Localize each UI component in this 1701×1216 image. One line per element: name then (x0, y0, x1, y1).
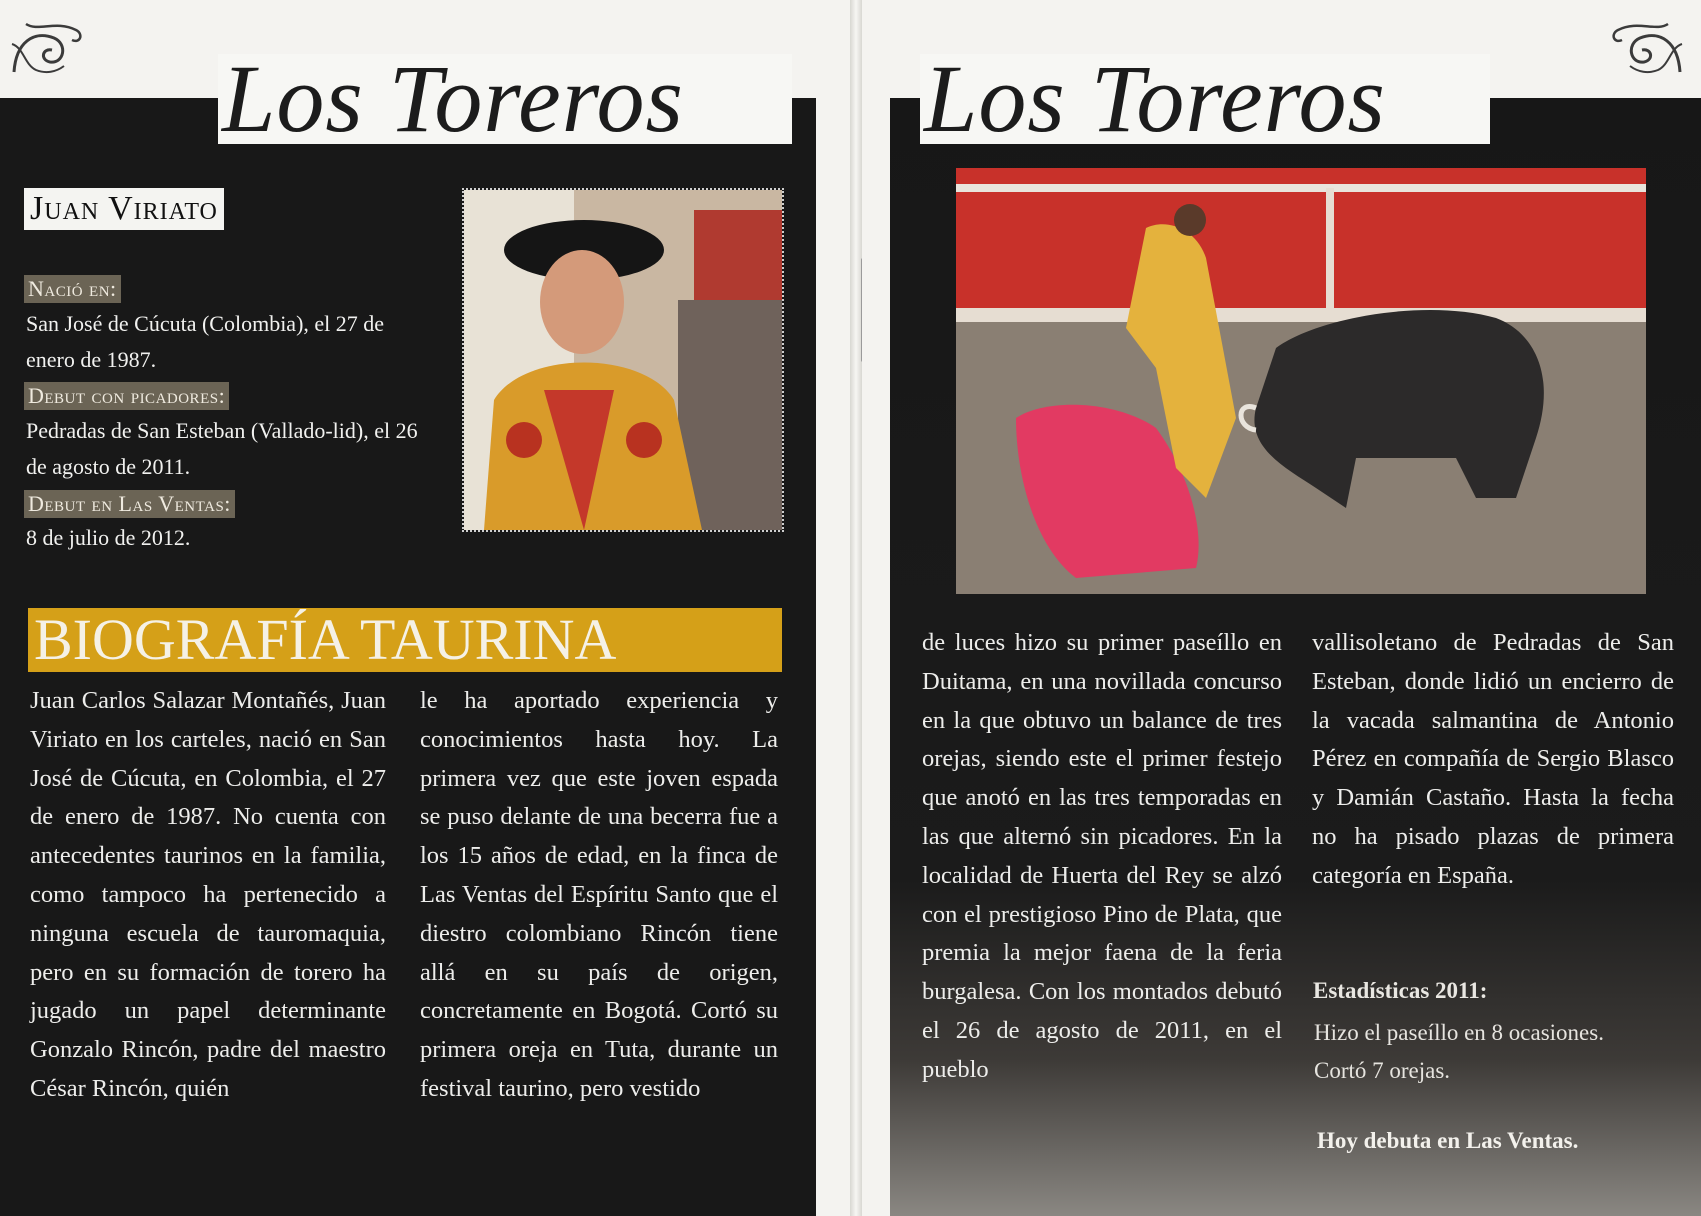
scroll-ornament-icon (1606, 14, 1688, 84)
page-title-right: Los Toreros (920, 54, 1490, 144)
debut-ventas-text: 8 de julio de 2012. (26, 525, 191, 550)
bio-column-4: vallisoletano de Pedradas de San Esteban, donde lidió un encierro de la vacada salmantina de Antonio Pérez en compañía de Sergio Blasco y Damián Castaño. Hasta la fecha no ha pisado plazas de primera categoría en España. (1312, 629, 1674, 889)
torero-name: Juan Viriato (24, 188, 224, 230)
page-title-left: Los Toreros (218, 54, 792, 144)
stats-line-orejas: Cortó 7 orejas. (1314, 1058, 1451, 1083)
bullfight-photo (956, 168, 1646, 594)
binding-gutter (850, 0, 862, 1216)
debut-ventas-label: Debut en Las Ventas: (24, 490, 235, 518)
stats-title: Estadísticas 2011: (1313, 978, 1488, 1003)
stats-line-paseillo: Hizo el paseíllo en 8 ocasiones. (1314, 1020, 1604, 1045)
born-text: San José de Cúcuta (Colombia), el 27 de enero de 1987. (26, 311, 385, 372)
bio-column-3: de luces hizo su primer paseíllo en Duitama, en una novillada concurso en la que obtuvo un balance de tres orejas, siendo este el primer festejo que anotó en las tres temporadas en las que alternó sin picadores. En la localidad de Huerta del Rey se alzó con el prestigioso Pino de Plata, que premia la mejor faena de la feria burgalesa. Con los montados debutó el 26 de agosto de 2011, en el pueblo (922, 629, 1282, 1083)
left-page (0, 0, 850, 1216)
section-title-biografia: BIOGRAFÍA TAURINA (28, 608, 782, 672)
bio-column-2: le ha aportado experiencia y conocimientos hasta hoy. La primera vez que este joven espada se puso delante de una becerra fue a los 15 años de edad, en la finca de Las Ventas del Espíritu Santo que el diestro colombiano Rincón tiene allá en su país de origen, concretamente en Bogotá. Cortó su primera oreja en Tuta, durante un festival taurino, pero vestido (420, 687, 778, 1102)
born-label: Nació en: (24, 275, 121, 303)
scroll-ornament-icon (6, 14, 88, 84)
debut-today: Hoy debuta en Las Ventas. (1317, 1128, 1579, 1153)
torero-portrait (462, 188, 784, 532)
debut-picadores-label: Debut con picadores: (24, 382, 229, 410)
stats-block (1314, 1014, 1674, 1090)
bio-column-1: Juan Carlos Salazar Montañés, Juan Viriato en los carteles, nació en San José de Cúcuta, en Colombia, el 27 de enero de 1987. No cuenta con antecedentes taurinos en la familia, como tampoco ha pertenecido a ninguna escuela de tauromaquia, pero en su formación de torero ha jugado un papel determinante Gonzalo Rincón, padre del maestro César Rincón, quién (30, 687, 386, 1102)
debut-picadores-text: Pedradas de San Esteban (Vallado-lid), el 26 de agosto de 2011. (26, 418, 418, 479)
